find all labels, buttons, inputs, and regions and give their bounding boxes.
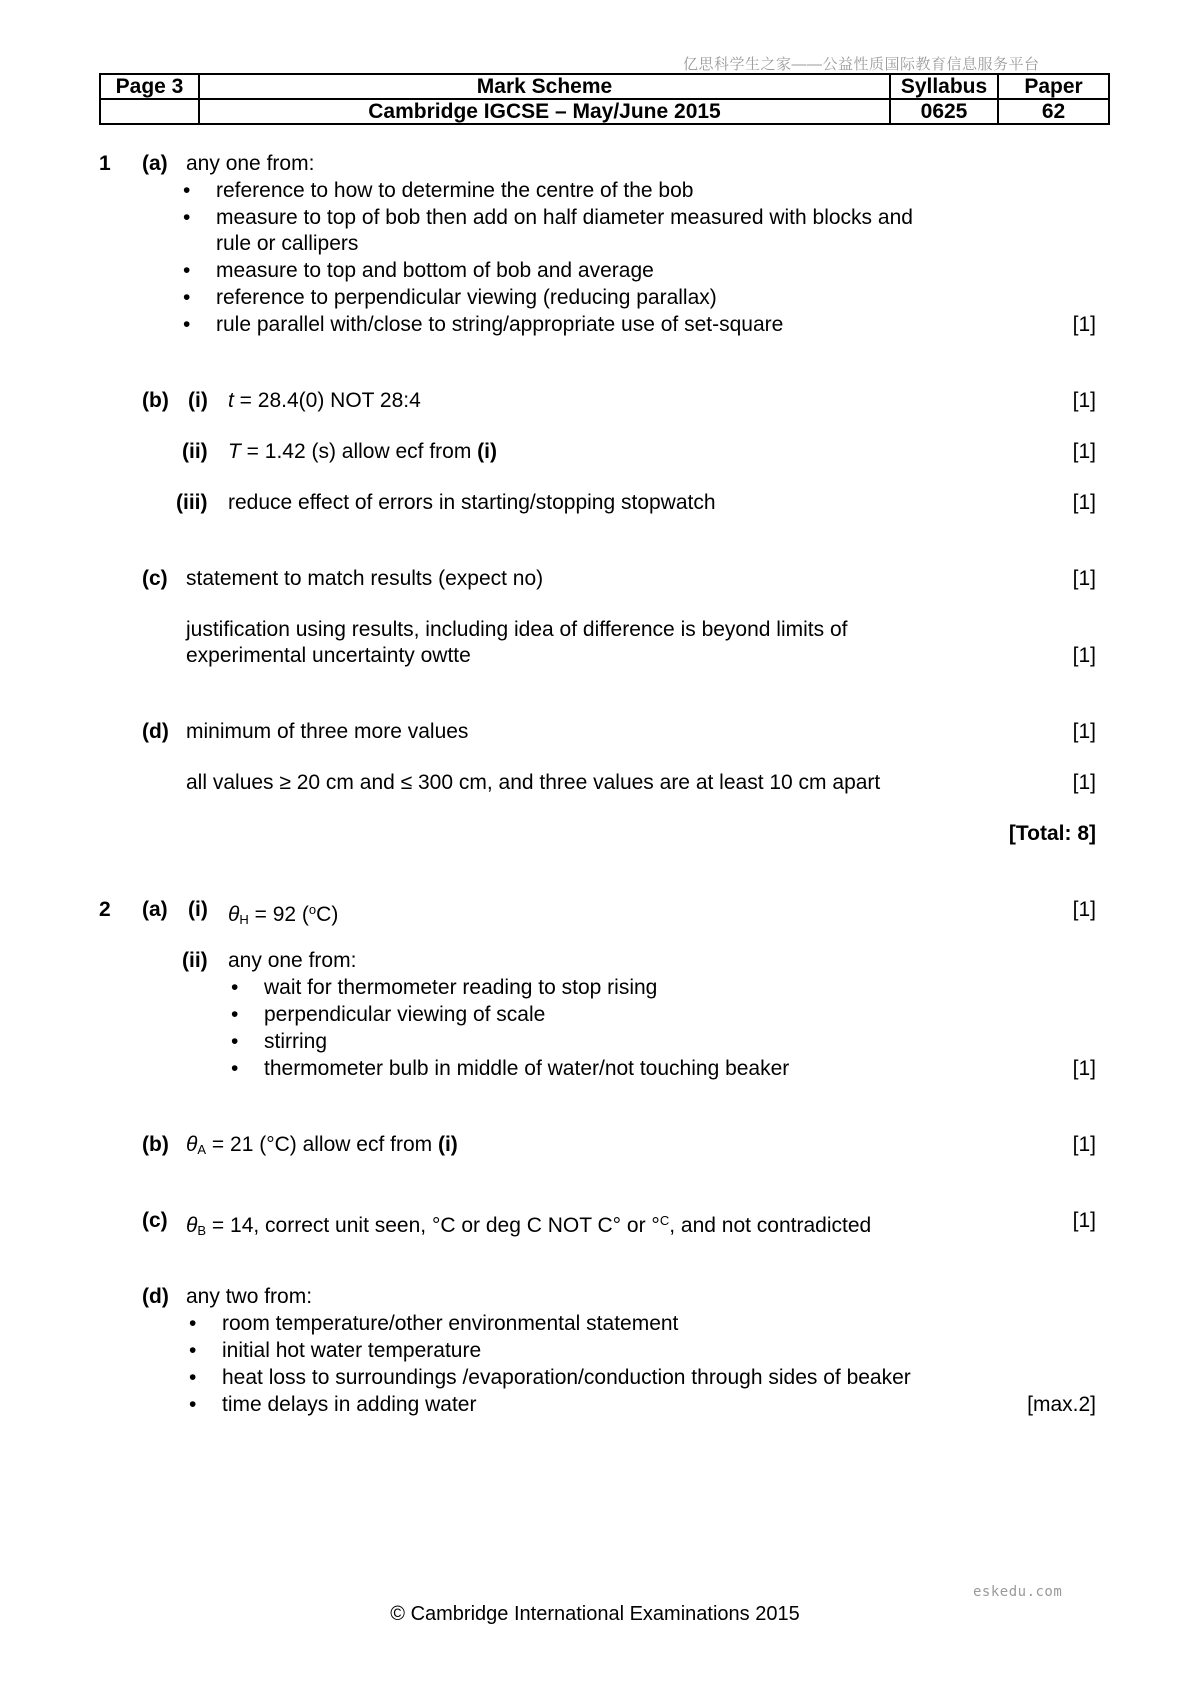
q1b-ii-answer <box>228 439 497 465</box>
watermark-top: 亿思科学生之家——公益性质国际教育信息服务平台 <box>683 56 1040 73</box>
q1d-label: (d) <box>142 720 169 743</box>
footer-copyright: © Cambridge International Examinations 2015 <box>390 1603 800 1625</box>
q2b-ref: (i) <box>437 1133 458 1156</box>
q1a-mark: [1] <box>1072 313 1096 336</box>
q1b-ii-ref: (i) <box>477 440 497 463</box>
q2a-i-sub: H <box>239 912 249 927</box>
header-blank <box>100 99 199 124</box>
q2a-ii-bullet: • wait for thermometer reading to stop rising <box>264 975 657 1001</box>
q1a-bullet: • measure to top of bob then add on half diameter measured with blocks and <box>216 205 913 231</box>
header-paper-label: Paper <box>998 74 1109 99</box>
q1c-label: (c) <box>142 567 168 590</box>
q2a-ii-label: (ii) <box>182 949 208 972</box>
q2a-i-answer <box>228 897 338 933</box>
q1a-intro: any one from: <box>186 152 315 175</box>
q1c-line1: statement to match results (expect no) <box>186 567 544 590</box>
header-subtitle: Cambridge IGCSE – May/June 2015 <box>199 99 890 124</box>
q1a-bullet: • rule parallel with/close to string/appropriate use of set-square <box>216 312 783 338</box>
q1b-iii-mark: [1] <box>1072 491 1096 514</box>
q2d-bullet: • room temperature/other environmental statement <box>222 1311 678 1337</box>
q2b-answer <box>186 1132 458 1163</box>
q1d-mark2: [1] <box>1072 771 1096 794</box>
q2c-mark: [1] <box>1072 1209 1096 1232</box>
q2a-i-sup: o <box>308 902 317 917</box>
q2a-i-var: θ <box>228 903 240 926</box>
q1c-mark2: [1] <box>1072 644 1096 667</box>
q1b-i-text: = 28.4(0) NOT 28:4 <box>233 389 421 412</box>
q1d-line1: minimum of three more values <box>186 720 469 743</box>
q2-number: 2 <box>99 898 111 921</box>
q2b-sub: A <box>197 1142 207 1157</box>
q1b-label: (b) <box>142 389 169 412</box>
q1b-ii-label: (ii) <box>182 440 208 463</box>
q2b-text: = 21 (°C) allow ecf from <box>206 1133 438 1156</box>
q1a-label: (a) <box>142 152 168 175</box>
header-syllabus-label: Syllabus <box>890 74 998 99</box>
q2a-i-text-a: = 92 ( <box>248 903 309 926</box>
q2c-var: θ <box>186 1214 198 1237</box>
q2a-ii-bullet: • thermometer bulb in middle of water/not touching beaker <box>264 1056 789 1082</box>
q1b-ii-mark: [1] <box>1072 440 1096 463</box>
header-page: Page 3 <box>100 74 199 99</box>
q2a-ii-bullet: • perpendicular viewing of scale <box>264 1002 545 1028</box>
watermark-bottom: eskedu.com <box>973 1584 1063 1600</box>
q1b-ii-var: T <box>228 440 241 463</box>
q2d-bullet: • heat loss to surroundings /evaporation/conduction through sides of beaker <box>222 1365 911 1391</box>
header-paper: 62 <box>998 99 1109 124</box>
q1b-iii-label: (iii) <box>176 491 208 514</box>
q1c-line2a: justification using results, including idea of difference is beyond limits of <box>186 618 848 641</box>
q2a-label: (a) <box>142 898 168 921</box>
q2d-label: (d) <box>142 1285 169 1308</box>
q2b-mark: [1] <box>1072 1133 1096 1156</box>
q2a-i-mark: [1] <box>1072 898 1096 921</box>
q1-total: [Total: 8] <box>1008 822 1096 845</box>
q2a-i-label: (i) <box>188 898 208 921</box>
q2d-bullet: • time delays in adding water <box>222 1392 476 1418</box>
q1c-line2b: experimental uncertainty owtte <box>186 644 471 667</box>
q2a-ii-mark: [1] <box>1072 1057 1096 1080</box>
q1b-iii-text: reduce effect of errors in starting/stopping stopwatch <box>228 491 716 514</box>
q1b-i-mark: [1] <box>1072 389 1096 412</box>
q1d-mark1: [1] <box>1072 720 1096 743</box>
q1a-bullet: • reference to how to determine the centre of the bob <box>216 178 693 204</box>
q2a-i-text-b: C) <box>316 903 339 926</box>
q1a-bullet-continuation: rule or callipers <box>216 232 359 255</box>
q2c-sub: B <box>197 1223 207 1238</box>
q2c-text-b: , and not contradicted <box>669 1214 872 1237</box>
header-syllabus: 0625 <box>890 99 998 124</box>
q2d-bullet: • initial hot water temperature <box>222 1338 481 1364</box>
q2c-answer <box>186 1208 871 1244</box>
q2c-sup: C <box>659 1213 670 1228</box>
q2d-intro: any two from: <box>186 1285 313 1308</box>
q1b-i-label: (i) <box>188 389 208 412</box>
q1d-line2: all values ≥ 20 cm and ≤ 300 cm, and three values are at least 10 cm apart <box>186 771 881 794</box>
header-table <box>99 73 1110 125</box>
q1c-mark1: [1] <box>1072 567 1096 590</box>
q1-number: 1 <box>99 152 111 175</box>
q2b-var: θ <box>186 1133 198 1156</box>
q2c-label: (c) <box>142 1209 168 1232</box>
q1b-i-var: t <box>228 389 234 412</box>
q2c-text-a: = 14, correct unit seen, °C or deg C NOT C° or ° <box>206 1214 660 1237</box>
q1b-ii-text: = 1.42 (s) allow ecf from <box>240 440 478 463</box>
q2a-ii-bullet: • stirring <box>264 1029 327 1055</box>
header-title: Mark Scheme <box>199 74 890 99</box>
q2a-ii-intro: any one from: <box>228 949 357 972</box>
q2b-label: (b) <box>142 1133 169 1156</box>
q2d-mark: [max.2] <box>1027 1393 1096 1416</box>
q1b-i-answer <box>228 388 421 414</box>
q1a-bullet: • measure to top and bottom of bob and average <box>216 258 654 284</box>
q1a-bullet: • reference to perpendicular viewing (reducing parallax) <box>216 285 717 311</box>
